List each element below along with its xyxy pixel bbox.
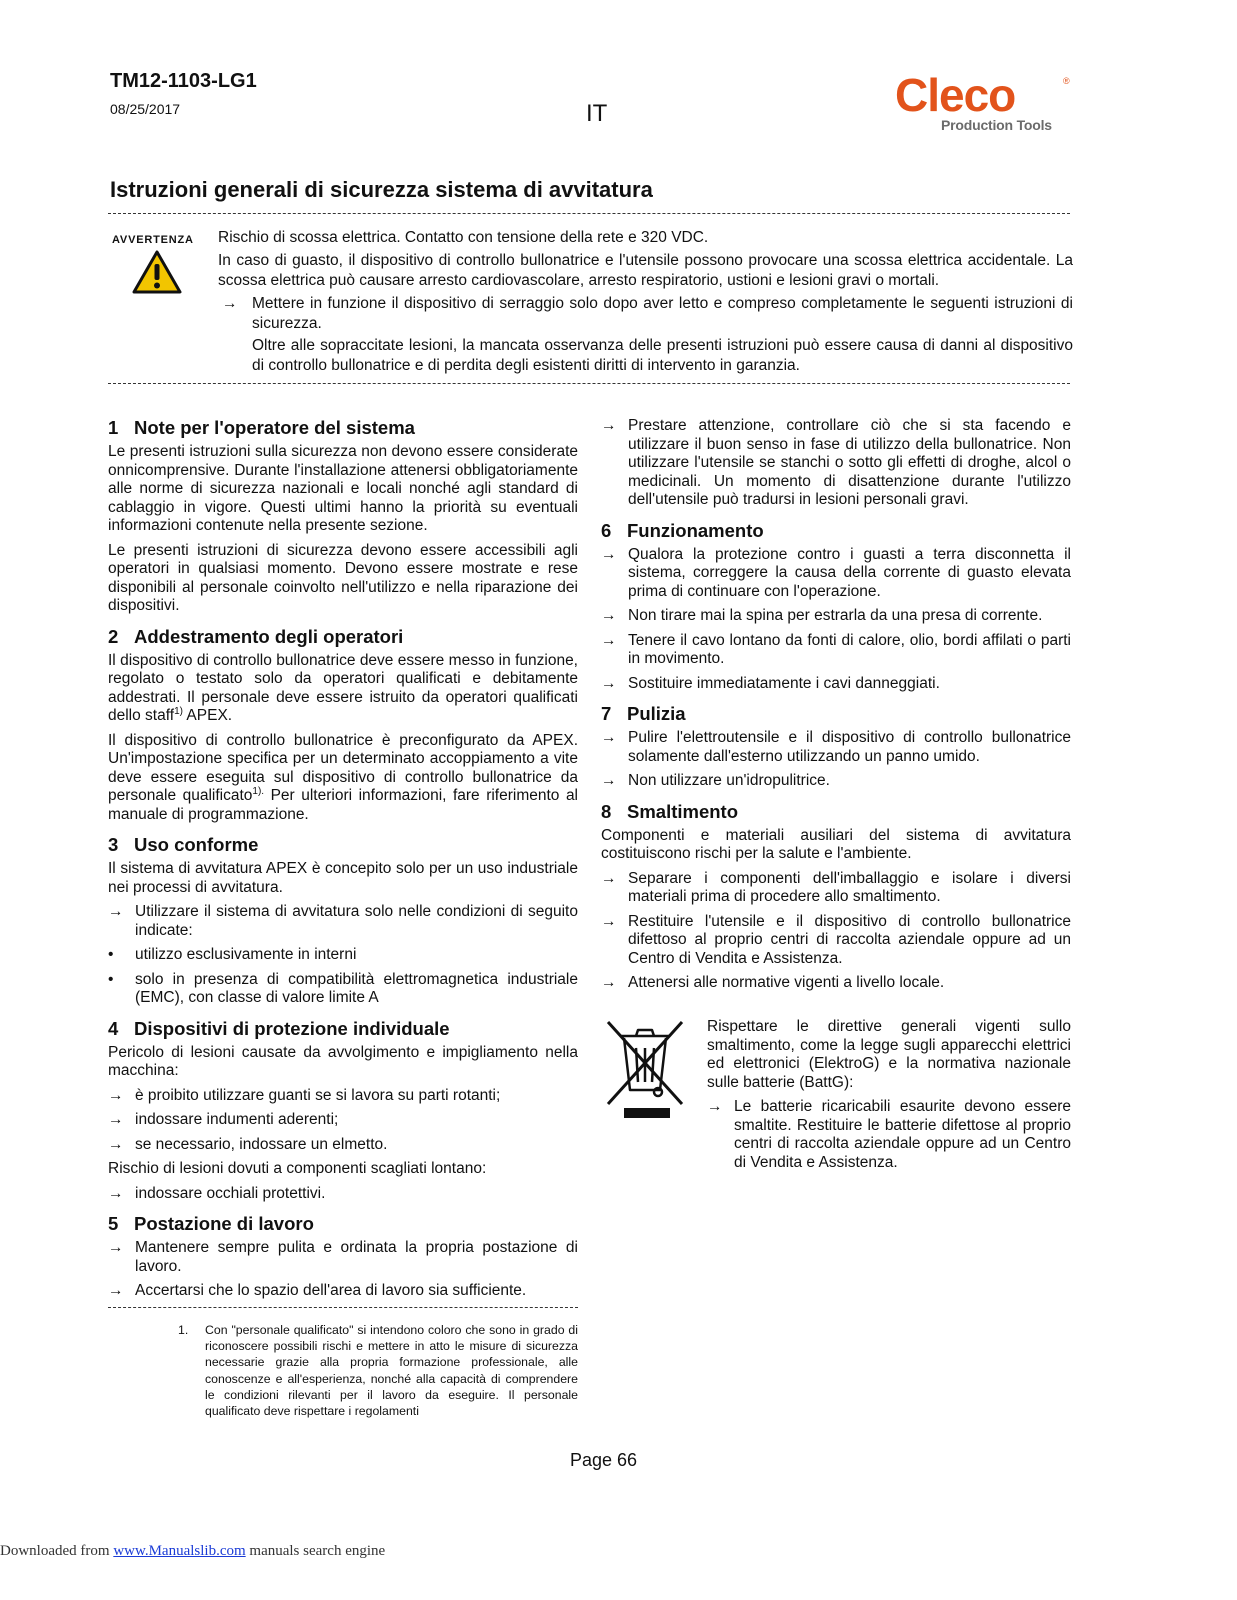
warning-label: AVVERTENZA xyxy=(112,234,194,246)
arrow-icon: → xyxy=(108,903,124,920)
download-footer: Downloaded from www.Manualslib.com manuals search engine xyxy=(0,1543,386,1559)
arrow-icon: → xyxy=(601,974,617,991)
section-6 xyxy=(601,520,1071,694)
list-item: • solo in presenza di compatibilità elettromagnetica industriale (EMC), con classe di valore limite A xyxy=(108,970,578,1006)
section-2 xyxy=(108,626,578,825)
list-item: → indossare occhiali protettivi. xyxy=(108,1184,326,1202)
section-heading: 6 Funzionamento xyxy=(601,519,764,541)
paragraph: Il sistema di avvitatura APEX è concepito solo per un uso industriale nei processi di avvitatura. xyxy=(108,860,578,896)
arrow-icon: → xyxy=(707,1098,723,1115)
section-heading: 4 Dispositivi di protezione individuale xyxy=(108,1017,450,1039)
arrow-icon: → xyxy=(601,545,617,563)
arrow-icon: → xyxy=(601,674,617,692)
section-1 xyxy=(108,417,578,616)
paragraph: Rispettare le direttive generali vigenti sullo smaltimento, come la legge sugli apparecchi elettrici ed elettronici (ElektroG) e la normativa nazionale sulle batterie (BattG): xyxy=(707,1018,1071,1091)
divider-top xyxy=(108,213,1070,214)
list-item: → è proibito utilizzare guanti se si lavora su parti rotanti; xyxy=(108,1086,501,1104)
paragraph: Componenti e materiali ausiliari del sistema di avvitatura costituiscono rischi per la salute e l'ambiente. xyxy=(601,826,1071,862)
list-item: → Pulire l'elettroutensile e il dispositivo di controllo bullonatrice solamente dall'esterno utilizzando un panno umido. xyxy=(601,729,1071,765)
page-number: Page 66 xyxy=(570,1450,638,1470)
bullet-icon: • xyxy=(108,970,114,988)
language-code: IT xyxy=(586,100,608,127)
list-item: → indossare indumenti aderenti; xyxy=(108,1111,339,1128)
section-heading: 7 Pulizia xyxy=(601,703,686,724)
divider-warning-bottom xyxy=(108,383,1070,384)
arrow-icon: → xyxy=(108,1184,124,1202)
list-item: → Mantenere sempre pulita e ordinata la propria postazione di lavoro. xyxy=(108,1239,578,1275)
arrow-icon: → xyxy=(601,631,617,649)
arrow-icon: → xyxy=(601,772,617,789)
list-item: → Separare i componenti dell'imballaggio e isolare i diversi materiali prima di procedere allo smaltimento. xyxy=(601,869,1071,905)
paragraph: Rischio di lesioni dovuti a componenti scagliati lontano: xyxy=(108,1160,487,1177)
section-8 xyxy=(601,801,1071,993)
section-heading: 3 Uso conforme xyxy=(108,834,259,855)
list-item: → Restituire l'utensile e il dispositivo di controllo bullonatrice difettoso al proprio centri di raccolta aziendale oppure ad un Centro di Vendita e Assistenza. xyxy=(601,912,1071,967)
arrow-icon: → xyxy=(108,1135,124,1153)
arrow-icon: → xyxy=(222,295,238,312)
footnote-divider xyxy=(108,1307,578,1308)
list-item: • utilizzo esclusivamente in interni xyxy=(108,946,357,963)
section-5 xyxy=(108,1213,578,1301)
section-4 xyxy=(108,1018,578,1204)
paragraph: Il dispositivo di controllo bullonatrice è preconfigurato da APEX. Un'impostazione specifica per un determinato accoppiamento a vite deve essere eseguita sul dispositivo di controllo bullonatrice da personale qualificato$^{1).}$ Per ulteriori informazioni, fare riferimento al manuale di programmazione. xyxy=(108,731,579,823)
section-heading: 1 Note per l'operatore del sistema xyxy=(108,417,415,438)
disposal-notice xyxy=(707,1018,1071,1178)
paragraph: Le presenti istruzioni sulla sicurezza non devono essere considerate onnicomprensive. Durante l'installazione attenersi obbligatoriamente alle norme di sicurezza nazionali e locali nonché agli standard di cablaggio in vigore. Questi ultimi hanno la priorità su eventuali informazioni contenute nella presente sezione. xyxy=(108,443,578,534)
section-3 xyxy=(108,834,578,1008)
warning-triangle-icon xyxy=(132,250,182,294)
document-date: 08/25/2017 xyxy=(110,101,181,117)
section-7 xyxy=(601,703,1071,791)
footnote-text: Con "personale qualificato" si intendono coloro che sono in grado di riconoscere possibili rischi e mettere in atto le misure di sicurezza necessarie grazie alla propria formazione professionale, alle conoscenze e all'esperienza, nonché alla capacità di comprendere le condizioni rilevanti per il lavoro da eseguire. Il personale qualificato deve rispettare i regolamenti xyxy=(205,1323,578,1419)
section-heading: 5 Postazione di lavoro xyxy=(108,1213,314,1234)
document-id: TM12-1103-LG1 xyxy=(110,70,257,92)
list-item: → Le batterie ricaricabili esaurite devono essere smaltite. Restituire le batterie difettose al proprio centri di raccolta aziendale oppure ad un Centro di Vendita e Assistenza. xyxy=(707,1098,1071,1171)
footnote-ref: 1) xyxy=(174,706,183,717)
footnote xyxy=(178,1322,578,1419)
paragraph: Pericolo di lesioni causate da avvolgimento e impigliamento nella macchina: xyxy=(108,1043,578,1079)
warning-note: Oltre alle sopraccitate lesioni, la mancata osservanza delle presenti istruzioni può essere causa di danni al dispositivo di controllo bullonatrice e di perdita degli esistenti diritti di intervento in garanzia. xyxy=(252,337,1073,374)
right-column xyxy=(601,417,1071,1003)
arrow-icon: → xyxy=(601,607,617,624)
logo-word: Cleco xyxy=(895,69,1016,121)
arrow-icon: → xyxy=(601,912,617,930)
registered-mark-icon: ® xyxy=(1063,76,1070,86)
warning-text xyxy=(218,228,1073,376)
arrow-icon: → xyxy=(601,729,617,746)
arrow-icon: → xyxy=(601,869,617,887)
section-5-continued xyxy=(601,417,1071,510)
list-item: → Qualora la protezione contro i guasti a terra disconnetta il sistema, correggere la causa della corrente di guasto elevata prima di continuare con l'operazione. xyxy=(601,545,1071,600)
warning-line-2: In caso di guasto, il dispositivo di controllo bullonatrice e l'utensile possono provocare una scossa elettrica accidentale. La scossa elettrica può causare arresto cardiovascolare, arresto respiratorio, ustioni e lesioni gravi o mortali. xyxy=(218,252,1073,289)
arrow-icon: → xyxy=(108,1111,124,1128)
list-item: → se necessario, indossare un elmetto. xyxy=(108,1135,388,1153)
list-item: → Sostituire immediatamente i cavi danneggiati. xyxy=(601,674,940,692)
arrow-icon: → xyxy=(108,1086,124,1104)
arrow-icon: → xyxy=(108,1282,124,1299)
logo-subtitle: Production Tools xyxy=(941,117,1052,133)
list-item: → Tenere il cavo lontano da fonti di calore, olio, bordi affilati o parti in movimento. xyxy=(601,631,1071,667)
list-item: → Utilizzare il sistema di avvitatura solo nelle condizioni di seguito indicate: xyxy=(108,903,578,939)
cleco-logo xyxy=(895,69,1085,138)
paragraph: Le presenti istruzioni di sicurezza devono essere accessibili agli operatori in qualsiasi momento. Devono essere mostrate e rese disponibili al personale coinvolto nell'utilizzo e nella riparazione dei dispositivi. xyxy=(108,541,578,614)
arrow-icon: → xyxy=(601,417,617,434)
crossed-bin-icon xyxy=(600,1018,690,1120)
list-item: → Attenersi alle normative vigenti a livello locale. xyxy=(601,974,945,991)
footnote-number: 1. xyxy=(178,1323,189,1337)
list-item: → Prestare attenzione, controllare ciò che si sta facendo e utilizzare il buon senso in fase di utilizzo della bullonatrice. Non utilizzare l'utensile se stanchi o sotto gli effetti di droghe, alcol o medicinali. Un momento di disattenzione durante l'utilizzo dell'utensile può tradursi in lesioni personali gravi. xyxy=(601,417,1071,508)
left-column xyxy=(108,417,578,1311)
section-heading: 2 Addestramento degli operatori xyxy=(108,625,404,647)
list-item: → Non utilizzare un'idropulitrice. xyxy=(601,772,830,789)
warning-line-1: Rischio di scossa elettrica. Contatto con tensione della rete e 320 VDC. xyxy=(218,229,709,246)
list-item: → Non tirare mai la spina per estrarla da una presa di corrente. xyxy=(601,607,1043,624)
paragraph: Il dispositivo di controllo bullonatrice deve essere messo in funzione, regolato o testato solo da operatori qualificati e debitamente addestrati. Il personale deve essere istruito da operatori qualificati dello staff$^{1)}$ APEX. xyxy=(108,651,578,724)
page-title: Istruzioni generali di sicurezza sistema di avvitatura xyxy=(110,177,653,202)
section-heading: 8 Smaltimento xyxy=(601,800,739,822)
footnote-ref: 1). xyxy=(252,786,265,797)
bullet-icon: • xyxy=(108,946,114,963)
arrow-icon: → xyxy=(108,1239,124,1256)
list-item: → Accertarsi che lo spazio dell'area di lavoro sia sufficiente. xyxy=(108,1282,527,1299)
manualslib-link[interactable]: www.Manualslib.com xyxy=(113,1543,246,1559)
warning-arrow-item: → Mettere in funzione il dispositivo di serraggio solo dopo aver letto e compreso completamente le seguenti istruzioni di sicurezza. xyxy=(222,295,1073,332)
